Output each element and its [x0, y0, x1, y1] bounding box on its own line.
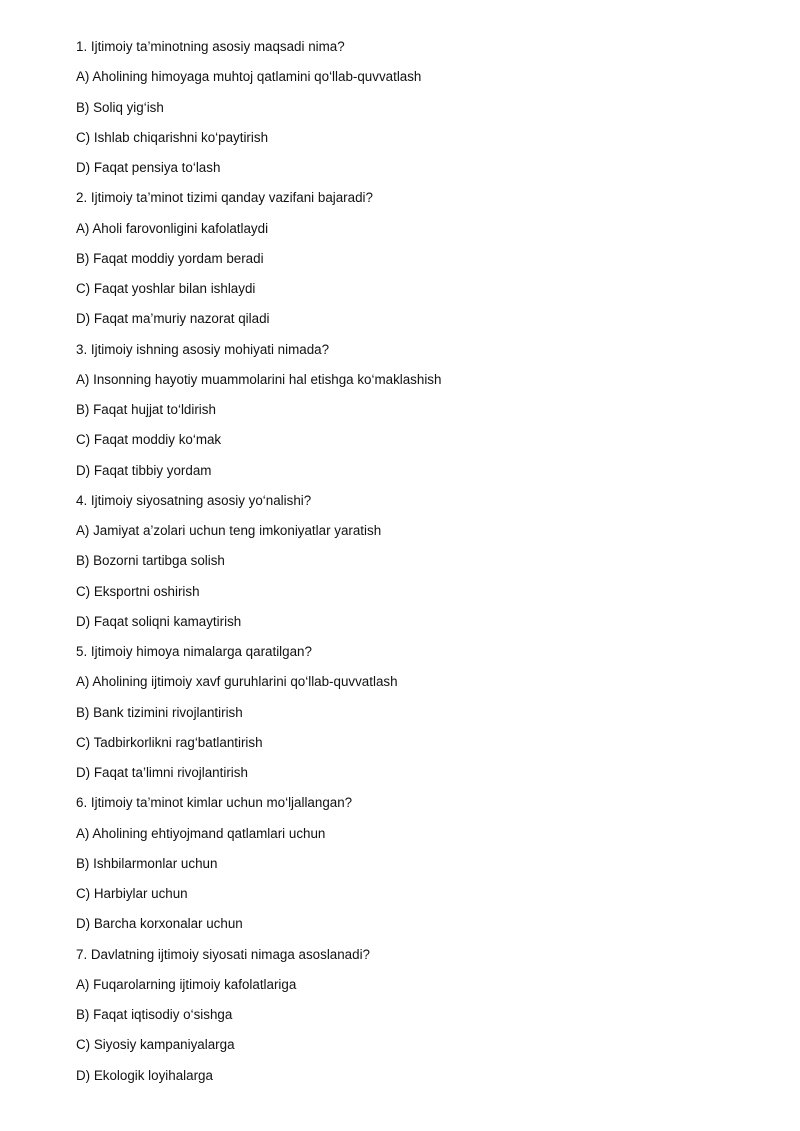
question-3	[76, 341, 756, 492]
question-7	[76, 946, 756, 1097]
answer-option-a: A) Insonning hayotiy muammolarini hal etishga ko‘maklashish	[76, 371, 442, 387]
answer-option-a: A) Jamiyat a’zolari uchun teng imkoniyatlar yaratish	[76, 523, 382, 538]
answer-option-d: D) Faqat soliqni kamaytirish	[76, 613, 242, 629]
question-text: 5. Ijtimoiy himoya nimalarga qaratilgan?	[76, 644, 312, 659]
question-2	[76, 189, 756, 340]
answer-option-d: D) Ekologik loyihalarga	[76, 1067, 213, 1083]
question-text: 3. Ijtimoiy ishning asosiy mohiyati nimada?	[76, 341, 330, 357]
answer-option-b: B) Faqat moddiy yordam beradi	[76, 250, 264, 266]
question-5	[76, 643, 756, 794]
answer-option-c: C) Ishlab chiqarishni ko‘paytirish	[76, 129, 269, 145]
answer-option-d: D) Faqat tibbiy yordam	[76, 462, 212, 478]
answer-option-d: D) Barcha korxonalar uchun	[76, 916, 243, 932]
document-page	[76, 38, 756, 1097]
answer-option-c: C) Harbiylar uchun	[76, 886, 188, 901]
question-text: 1. Ijtimoiy ta’minotning asosiy maqsadi nima?	[76, 39, 345, 54]
answer-option-b: B) Bank tizimini rivojlantirish	[76, 704, 243, 720]
question-text: 2. Ijtimoiy ta’minot tizimi qanday vazifani bajaradi?	[76, 190, 373, 206]
answer-option-a: A) Fuqarolarning ijtimoiy kafolatlariga	[76, 976, 297, 992]
answer-option-b: B) Faqat iqtisodiy o‘sishga	[76, 1007, 233, 1022]
answer-option-c: C) Tadbirkorlikni rag‘batlantirish	[76, 734, 263, 750]
question-text: 6. Ijtimoiy ta’minot kimlar uchun mo‘ljallangan?	[76, 795, 353, 811]
question-1	[76, 38, 756, 189]
answer-option-d: D) Faqat ta’limni rivojlantirish	[76, 765, 248, 780]
answer-option-d: D) Faqat pensiya to‘lash	[76, 160, 221, 175]
answer-option-b: B) Ishbilarmonlar uchun	[76, 855, 218, 871]
answer-option-c: C) Eksportni oshirish	[76, 583, 200, 599]
answer-option-a: A) Aholining himoyaga muhtoj qatlamini qo‘llab-quvvatlash	[76, 69, 422, 85]
question-6	[76, 794, 756, 945]
answer-option-a: A) Aholining ehtiyojmand qatlamlari uchun	[76, 825, 326, 841]
answer-option-b: B) Bozorni tartibga solish	[76, 553, 225, 569]
answer-option-a: A) Aholi farovonligini kafolatlaydi	[76, 220, 269, 236]
answer-option-a: A) Aholining ijtimoiy xavf guruhlarini qo‘llab-quvvatlash	[76, 674, 398, 690]
answer-option-d: D) Faqat ma’muriy nazorat qiladi	[76, 311, 270, 327]
question-4	[76, 492, 756, 643]
question-text: 7. Davlatning ijtimoiy siyosati nimaga asoslanadi?	[76, 946, 370, 962]
answer-option-c: C) Faqat yoshlar bilan ishlaydi	[76, 281, 256, 296]
answer-option-c: C) Faqat moddiy ko‘mak	[76, 432, 222, 448]
answer-option-c: C) Siyosiy kampaniyalarga	[76, 1037, 235, 1053]
question-text: 4. Ijtimoiy siyosatning asosiy yo‘nalishi?	[76, 492, 312, 508]
answer-option-b: B) Faqat hujjat to‘ldirish	[76, 402, 216, 417]
answer-option-b: B) Soliq yig‘ish	[76, 99, 164, 115]
